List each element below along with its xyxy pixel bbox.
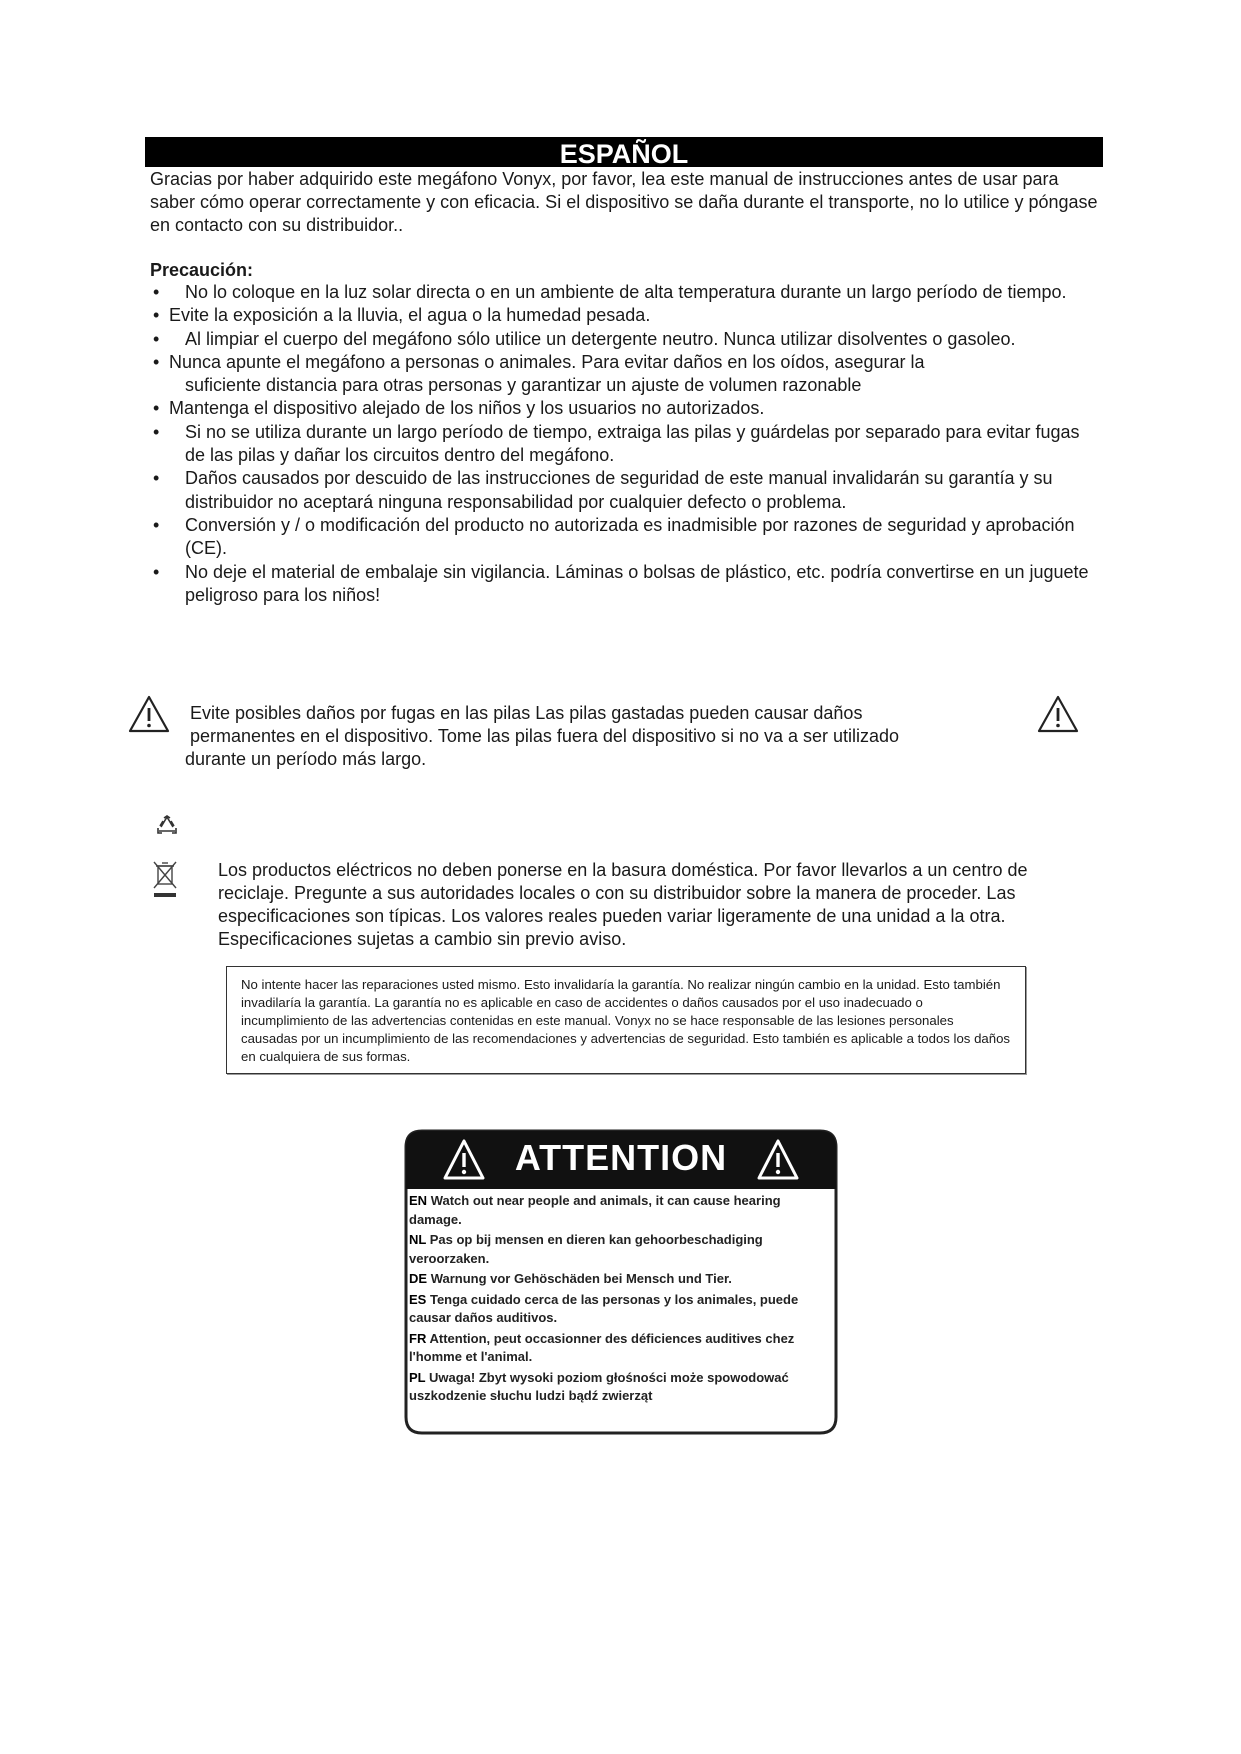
warning-triangle-icon — [1036, 694, 1080, 734]
list-item: • Mantenga el dispositivo alejado de los niños y los usuarios no autorizados. — [150, 397, 1100, 420]
list-item: • Si no se utiliza durante un largo período de tiempo, extraiga las pilas y guárdelas por separado para evitar fugas de las pilas y dañar los circuitos dentro del megáfono. — [150, 421, 1100, 468]
list-item: • Daños causados por descuido de las instrucciones de seguridad de este manual invalidarán su garantía y su distribuidor no aceptará ninguna responsabilidad por cualquier defecto o problema. — [150, 467, 1100, 514]
attention-entry-pl: PL Uwaga! Zbyt wysoki poziom głośności może spowodować uszkodzenie słuchu ludzi bądź zwierząt — [409, 1369, 789, 1403]
warning-triangle-icon — [127, 694, 171, 734]
recycle-icon — [154, 814, 180, 840]
list-item: • Conversión y / o modificación del producto no autorizada es inadmisible por razones de seguridad y aprobación (CE). — [150, 514, 1100, 561]
section-title-bar — [145, 137, 1103, 167]
list-item: • No lo coloque en la luz solar directa o en un ambiente de alta temperatura durante un largo período de tiempo. — [150, 281, 1100, 304]
precaution-heading: Precaución: — [150, 260, 254, 280]
battery-warning: Evite posibles daños por fugas en las pilas Las pilas gastadas pueden causar daños permanentes en el dispositivo. Tome las pilas fuera del dispositivo si no va a ser utilizado durante un período más largo. — [185, 703, 900, 769]
list-item: • No deje el material de embalaje sin vigilancia. Láminas o bolsas de plástico, etc. podría convertirse en un juguete peligroso para los niños! — [150, 561, 1100, 608]
list-item: • Evite la exposición a la lluvia, el agua o la humedad pesada. — [150, 304, 1100, 327]
attention-entry-de: DE Warnung vor Gehöschäden bei Mensch und Tier. — [409, 1271, 732, 1286]
intro-paragraph: Gracias por haber adquirido este megáfono Vonyx, por favor, lea este manual de instrucciones antes de usar para saber cómo operar correctamente y con eficacia. Si el dispositivo se daña durante el transporte, no lo utilice y póngase en contacto con su distribuidor.. — [150, 169, 1098, 235]
list-item-continuation: suficiente distancia para otras personas y garantizar un ajuste de volumen razonable — [185, 375, 862, 396]
section-title: ESPAÑOL — [559, 139, 689, 167]
weee-crossed-bin-icon — [150, 858, 180, 900]
repair-notice-box: No intente hacer las reparaciones usted mismo. Esto invalidaría la garantía. No realizar ningún cambio en la unidad. Esto también invadilaría la garantía. La garantía no es aplicable en caso de accidentes o daños causados por el uso inadecuado o incumplimiento de las advertencias contenidas en este manual. Vonyx no se hace responsable de las lesiones personales causadas por un incumplimiento de las recomendaciones y advertencias de seguridad. Esto también es aplicable a todos los daños en cualquiera de sus formas. — [226, 966, 1026, 1074]
attention-title: ATTENTION — [514, 1137, 728, 1178]
attention-entry-en: EN Watch out near people and animals, it can cause hearing damage. — [409, 1193, 781, 1227]
list-item: • Nunca apunte el megáfono a personas o animales. Para evitar daños en los oídos, asegurar la suficiente distancia para otras personas y garantizar un ajuste de volumen razonable — [150, 351, 1100, 398]
recycling-paragraph: Los productos eléctricos no deben ponerse en la basura doméstica. Por favor llevarlos a un centro de reciclaje. Pregunte a sus autoridades locales o con su distribuidor sobre la manera de proceder. Las especificaciones son típicas. Los valores reales pueden variar ligeramente de una unidad a la otra. Especificaciones sujetas a cambio sin previo aviso. — [218, 860, 1028, 949]
attention-entries — [409, 1192, 834, 1408]
list-item: • Al limpiar el cuerpo del megáfono sólo utilice un detergente neutro. Nunca utilizar disolventes o gasoleo. — [150, 328, 1100, 351]
attention-entry-nl: NL Pas op bij mensen en dieren kan gehoorbeschadiging veroorzaken. — [409, 1232, 763, 1266]
precaution-list — [150, 281, 1100, 607]
attention-entry-es: ES Tenga cuidado cerca de las personas y los animales, puede causar daños auditivos. — [409, 1291, 799, 1325]
attention-entry-fr: FR Attention, peut occasionner des déficiences auditives chez l'homme et l'animal. — [409, 1330, 795, 1364]
